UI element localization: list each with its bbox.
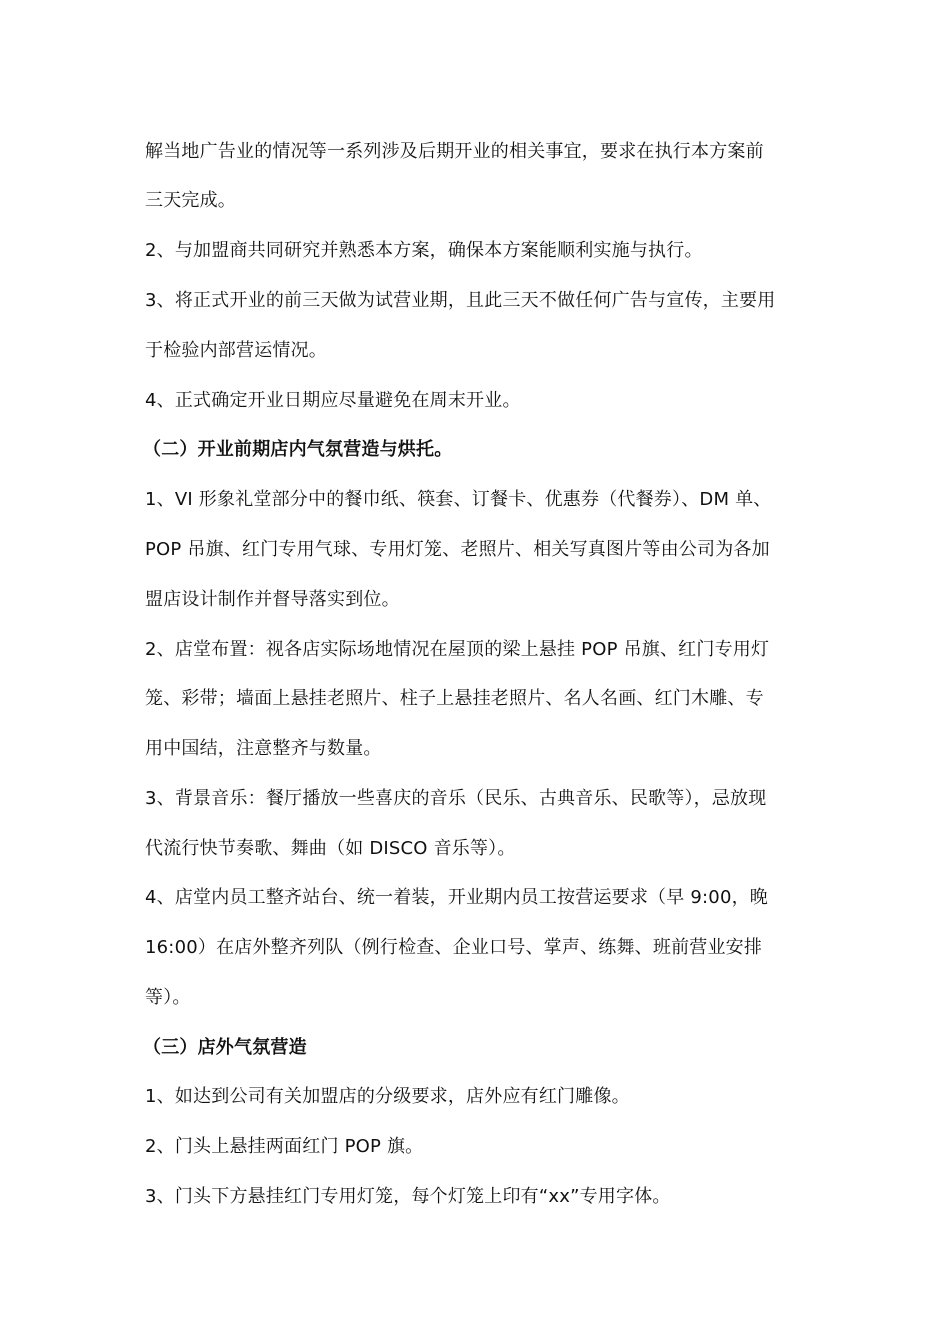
list-item: 4、正式确定开业日期应尽量避免在周末开业。 (145, 390, 521, 411)
list-item: 2、店堂布置：视各店实际场地情况在屋顶的梁上悬挂 POP 吊旗、红门专用灯 (145, 639, 770, 660)
list-item: 3、背景音乐：餐厅播放一些喜庆的音乐（民乐、古典音乐、民歌等），忌放现 (145, 788, 767, 809)
paragraph-line: 等）。 (145, 987, 191, 1008)
list-item: 4、店堂内员工整齐站台、统一着装，开业期内员工按营运要求（早 9:00，晚 (145, 887, 768, 908)
list-item: 2、与加盟商共同研究并熟悉本方案，确保本方案能顺利实施与执行。 (145, 240, 703, 261)
paragraph-line: 盟店设计制作并督导落实到位。 (145, 589, 400, 610)
list-item: 1、如达到公司有关加盟店的分级要求，店外应有红门雕像。 (145, 1086, 630, 1107)
list-item: 3、门头下方悬挂红门专用灯笼，每个灯笼上印有“xx”专用字体。 (145, 1186, 671, 1207)
section-heading: （二）开业前期店内气氛营造与烘托。 (143, 439, 453, 460)
paragraph-line: 16:00）在店外整齐列队（例行检查、企业口号、掌声、练舞、班前营业安排 (145, 937, 763, 958)
section-heading: （三）店外气氛营造 (143, 1037, 307, 1058)
paragraph-line: 用中国结，注意整齐与数量。 (145, 738, 382, 759)
paragraph-line: POP 吊旗、红门专用气球、专用灯笼、老照片、相关写真图片等由公司为各加 (145, 539, 770, 560)
paragraph-line: 代流行快节奏歌、舞曲（如 DISCO 音乐等）。 (145, 838, 516, 859)
list-item: 1、VI 形象礼堂部分中的餐巾纸、筷套、订餐卡、优惠券（代餐券）、DM 单、 (145, 489, 772, 510)
list-item: 3、将正式开业的前三天做为试营业期，且此三天不做任何广告与宣传，主要用 (145, 290, 776, 311)
paragraph-line: 解当地广告业的情况等一系列涉及后期开业的相关事宜，要求在执行本方案前 (145, 141, 764, 162)
paragraph-line: 于检验内部营运情况。 (145, 340, 327, 361)
paragraph-line: 笼、彩带；墙面上悬挂老照片、柱子上悬挂老照片、名人名画、红门木雕、专 (145, 688, 764, 709)
list-item: 2、门头上悬挂两面红门 POP 旗。 (145, 1136, 424, 1157)
paragraph-line: 三天完成。 (145, 190, 236, 211)
